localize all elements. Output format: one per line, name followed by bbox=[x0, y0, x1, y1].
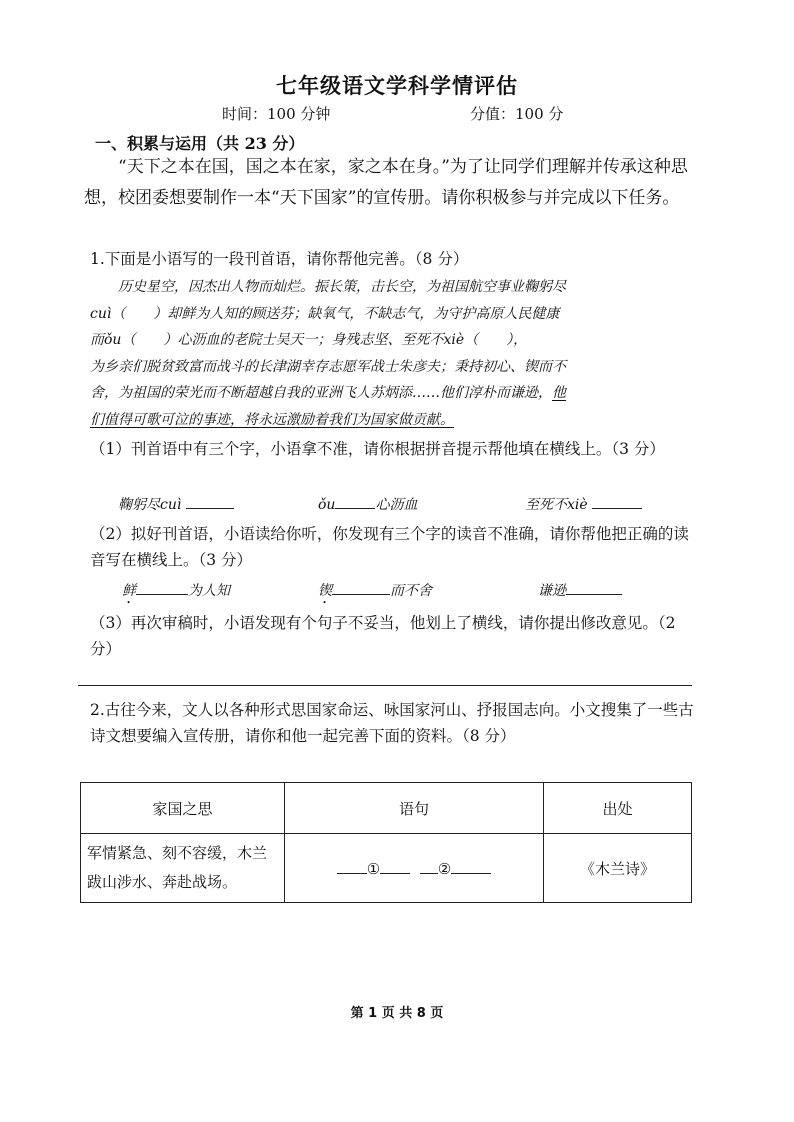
passage-line: 为乡亲们脱贫致富而战斗的长津湖幸存志愿军战士朱彦夫；秉持初心、锲而不 bbox=[90, 358, 566, 375]
sub1-item-2: ǒu 心沥血 bbox=[318, 494, 417, 514]
sub1-item-1: 鞠躬尽cuì bbox=[118, 494, 234, 514]
q1-passage bbox=[90, 274, 690, 433]
answer-blank[interactable] bbox=[566, 580, 622, 595]
row-thought-cell bbox=[81, 834, 285, 903]
q1-sub3: （3）再次审稿时，小语发现有个句子不妥当，他划上了横线，请你提出修改意见。（2 分） bbox=[90, 614, 676, 658]
row-sentence-cell bbox=[285, 834, 544, 903]
exam-time: 时间：100 分钟 bbox=[222, 105, 331, 123]
row-thought: 军情紧急、刻不容缓，木兰跋山涉水、奔赴战场。 bbox=[87, 844, 268, 891]
sub2-item-3: 谦逊 bbox=[538, 580, 622, 600]
row-source: 《木兰诗》 bbox=[544, 834, 692, 903]
section-intro: “天下之本在国，国之本在家，家之本在身。”为了让同学们理解并传承这种思想，校团委想要制作一本“天下国家”的宣传册。请你积极参与并完成以下任务。 bbox=[84, 157, 688, 208]
header-thought: 家国之思 bbox=[81, 783, 285, 834]
passage-line: cuì（ ）却鲜为人知的顾送芬；缺氧气，不缺志气，为守护高原人民健康 bbox=[90, 305, 560, 322]
passage-line: 历史星空，因杰出人物而灿烂。振长策，击长空，为祖国航空事业鞠躬尽 bbox=[118, 279, 566, 295]
underlined-sentence: 他 bbox=[552, 385, 566, 401]
question-1-title: 1.下面是小语写的一段刊首语，请你帮他完善。（8 分） bbox=[90, 250, 469, 268]
q1-sub2: （2）拟好刊首语，小语读给你听，你发现有三个字的读音不准确，请你帮他把正确的读音写在横线上。（3 分） bbox=[90, 525, 689, 569]
q1-sub1: （1）刊首语中有三个字，小语拿不准，请你根据拼音提示帮他填在横线上。（3 分） bbox=[90, 440, 665, 458]
answer-blank[interactable] bbox=[332, 580, 390, 595]
question-2-title: 2.古往今来，文人以各种形式思国家命运、咏国家河山、抒报国志向。小文搜集了一些古诗文想要编入宣传册，请你和他一起完善下面的资料。（8 分） bbox=[90, 701, 694, 745]
answer-blank[interactable] bbox=[592, 494, 642, 509]
answer-blank[interactable] bbox=[136, 580, 188, 595]
blank-marker-1: ① bbox=[366, 859, 381, 878]
poetry-table bbox=[80, 782, 692, 903]
passage-text: 舍，为祖国的荣光而不断超越自我的亚洲飞人苏炳添……他们淳朴而谦逊， bbox=[90, 385, 552, 401]
answer-blank[interactable] bbox=[335, 494, 375, 509]
answer-blank[interactable] bbox=[451, 859, 491, 874]
sub2-item-2: 锲 而不舍 bbox=[318, 580, 432, 607]
passage-line: 而ǒu（ ）心沥血的老院士吴天一；身残志坚、至死不xiè（ ）， bbox=[90, 332, 528, 348]
section-heading: 一、积累与运用（共 23 分） bbox=[95, 134, 305, 153]
answer-blank[interactable] bbox=[420, 859, 438, 874]
passage-line bbox=[90, 380, 690, 407]
sub1-item-3: 至死不xiè bbox=[525, 494, 642, 514]
answer-blank[interactable] bbox=[337, 859, 367, 874]
answer-line[interactable] bbox=[78, 685, 692, 686]
exam-score: 分值：100 分 bbox=[470, 105, 564, 123]
table-row bbox=[81, 834, 692, 903]
blank-marker-2: ② bbox=[437, 859, 452, 878]
sub2-item-1: 鲜 为人知 bbox=[122, 580, 230, 607]
underlined-sentence: 们值得可歌可泣的事迹，将永远激励着我们为国家做贡献。 bbox=[90, 411, 454, 428]
table-header-row bbox=[81, 783, 692, 834]
answer-blank[interactable] bbox=[186, 494, 234, 509]
header-sentence: 语句 bbox=[285, 783, 544, 834]
answer-blank[interactable] bbox=[380, 859, 410, 874]
header-source: 出处 bbox=[544, 783, 692, 834]
page-footer: 第 1 页 共 8 页 bbox=[350, 1006, 444, 1021]
page-title: 七年级语文学科学情评估 bbox=[276, 73, 518, 98]
